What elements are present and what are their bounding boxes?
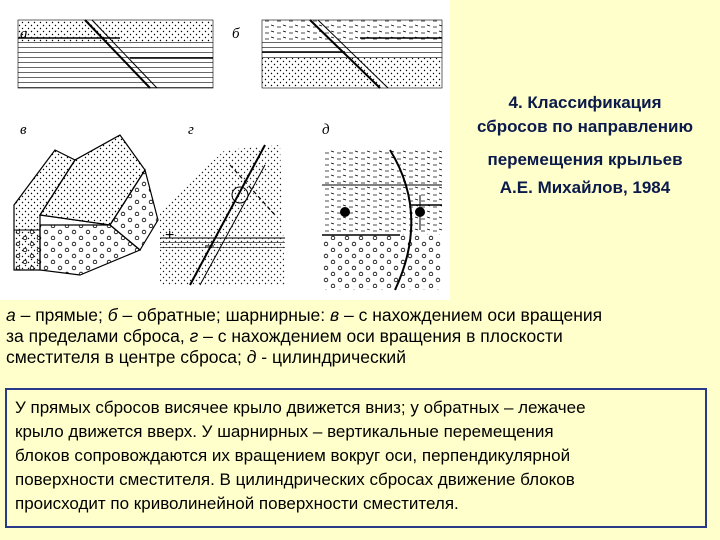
explanation-box	[5, 388, 707, 528]
caption-text: – с нахождением оси вращения в плоскости	[198, 326, 563, 346]
panel-label-g: г	[188, 122, 194, 138]
title-line-1: 4. Классификация	[508, 93, 662, 112]
author: А.Е. Михайлов, 1984	[499, 178, 671, 197]
figure-caption	[6, 305, 716, 368]
caption-text: – обратные; шарнирные:	[117, 305, 330, 325]
plus-sign: +	[165, 227, 175, 244]
panel-a	[18, 20, 213, 88]
caption-letter-v: в	[329, 305, 340, 325]
caption-text: сместителя в центре сброса;	[6, 347, 247, 367]
caption-line-3	[6, 347, 716, 368]
caption-letter-g: г	[189, 326, 199, 346]
panel-b	[232, 20, 442, 88]
note-line-5: происходит по криволинейной поверхности сместителя.	[15, 494, 459, 513]
panel-d	[322, 122, 442, 290]
title-line-3: перемещения крыльев	[487, 150, 683, 169]
panel-label-b: б	[232, 26, 240, 42]
panel-label-a: а	[20, 26, 28, 42]
note-line-2: крыло движется вверх. У шарнирных – вертикальные перемещения	[15, 422, 554, 441]
panel-g	[160, 122, 285, 285]
title-line-2: сбросов по направлению	[477, 117, 693, 136]
note-line-1: У прямых сбросов висячее крыло движется вниз; у обратных – лежачее	[15, 398, 586, 417]
caption-text: – прямые;	[15, 305, 108, 325]
panel-label-d: д	[322, 122, 330, 138]
minus-sign: –	[205, 237, 214, 254]
caption-letter-d: д	[246, 347, 257, 367]
fault-diagrams-figure	[0, 0, 450, 300]
caption-text: за пределами сброса,	[6, 326, 190, 346]
note-line-4: поверхности сместителя. В цилиндрических сбросах движение блоков	[15, 470, 575, 489]
caption-text: – с нахождением оси вращения	[339, 305, 603, 325]
panel-label-v: в	[20, 122, 27, 138]
caption-line-2	[6, 326, 716, 347]
caption-text: - цилиндрический	[256, 347, 406, 367]
caption-letter-a: а	[6, 305, 16, 325]
caption-letter-b: б	[107, 305, 118, 325]
note-line-3: блоков сопровождаются их вращением вокруг оси, перпендикулярной	[15, 446, 571, 465]
panel-v	[14, 122, 158, 275]
caption-line-1	[6, 305, 716, 326]
